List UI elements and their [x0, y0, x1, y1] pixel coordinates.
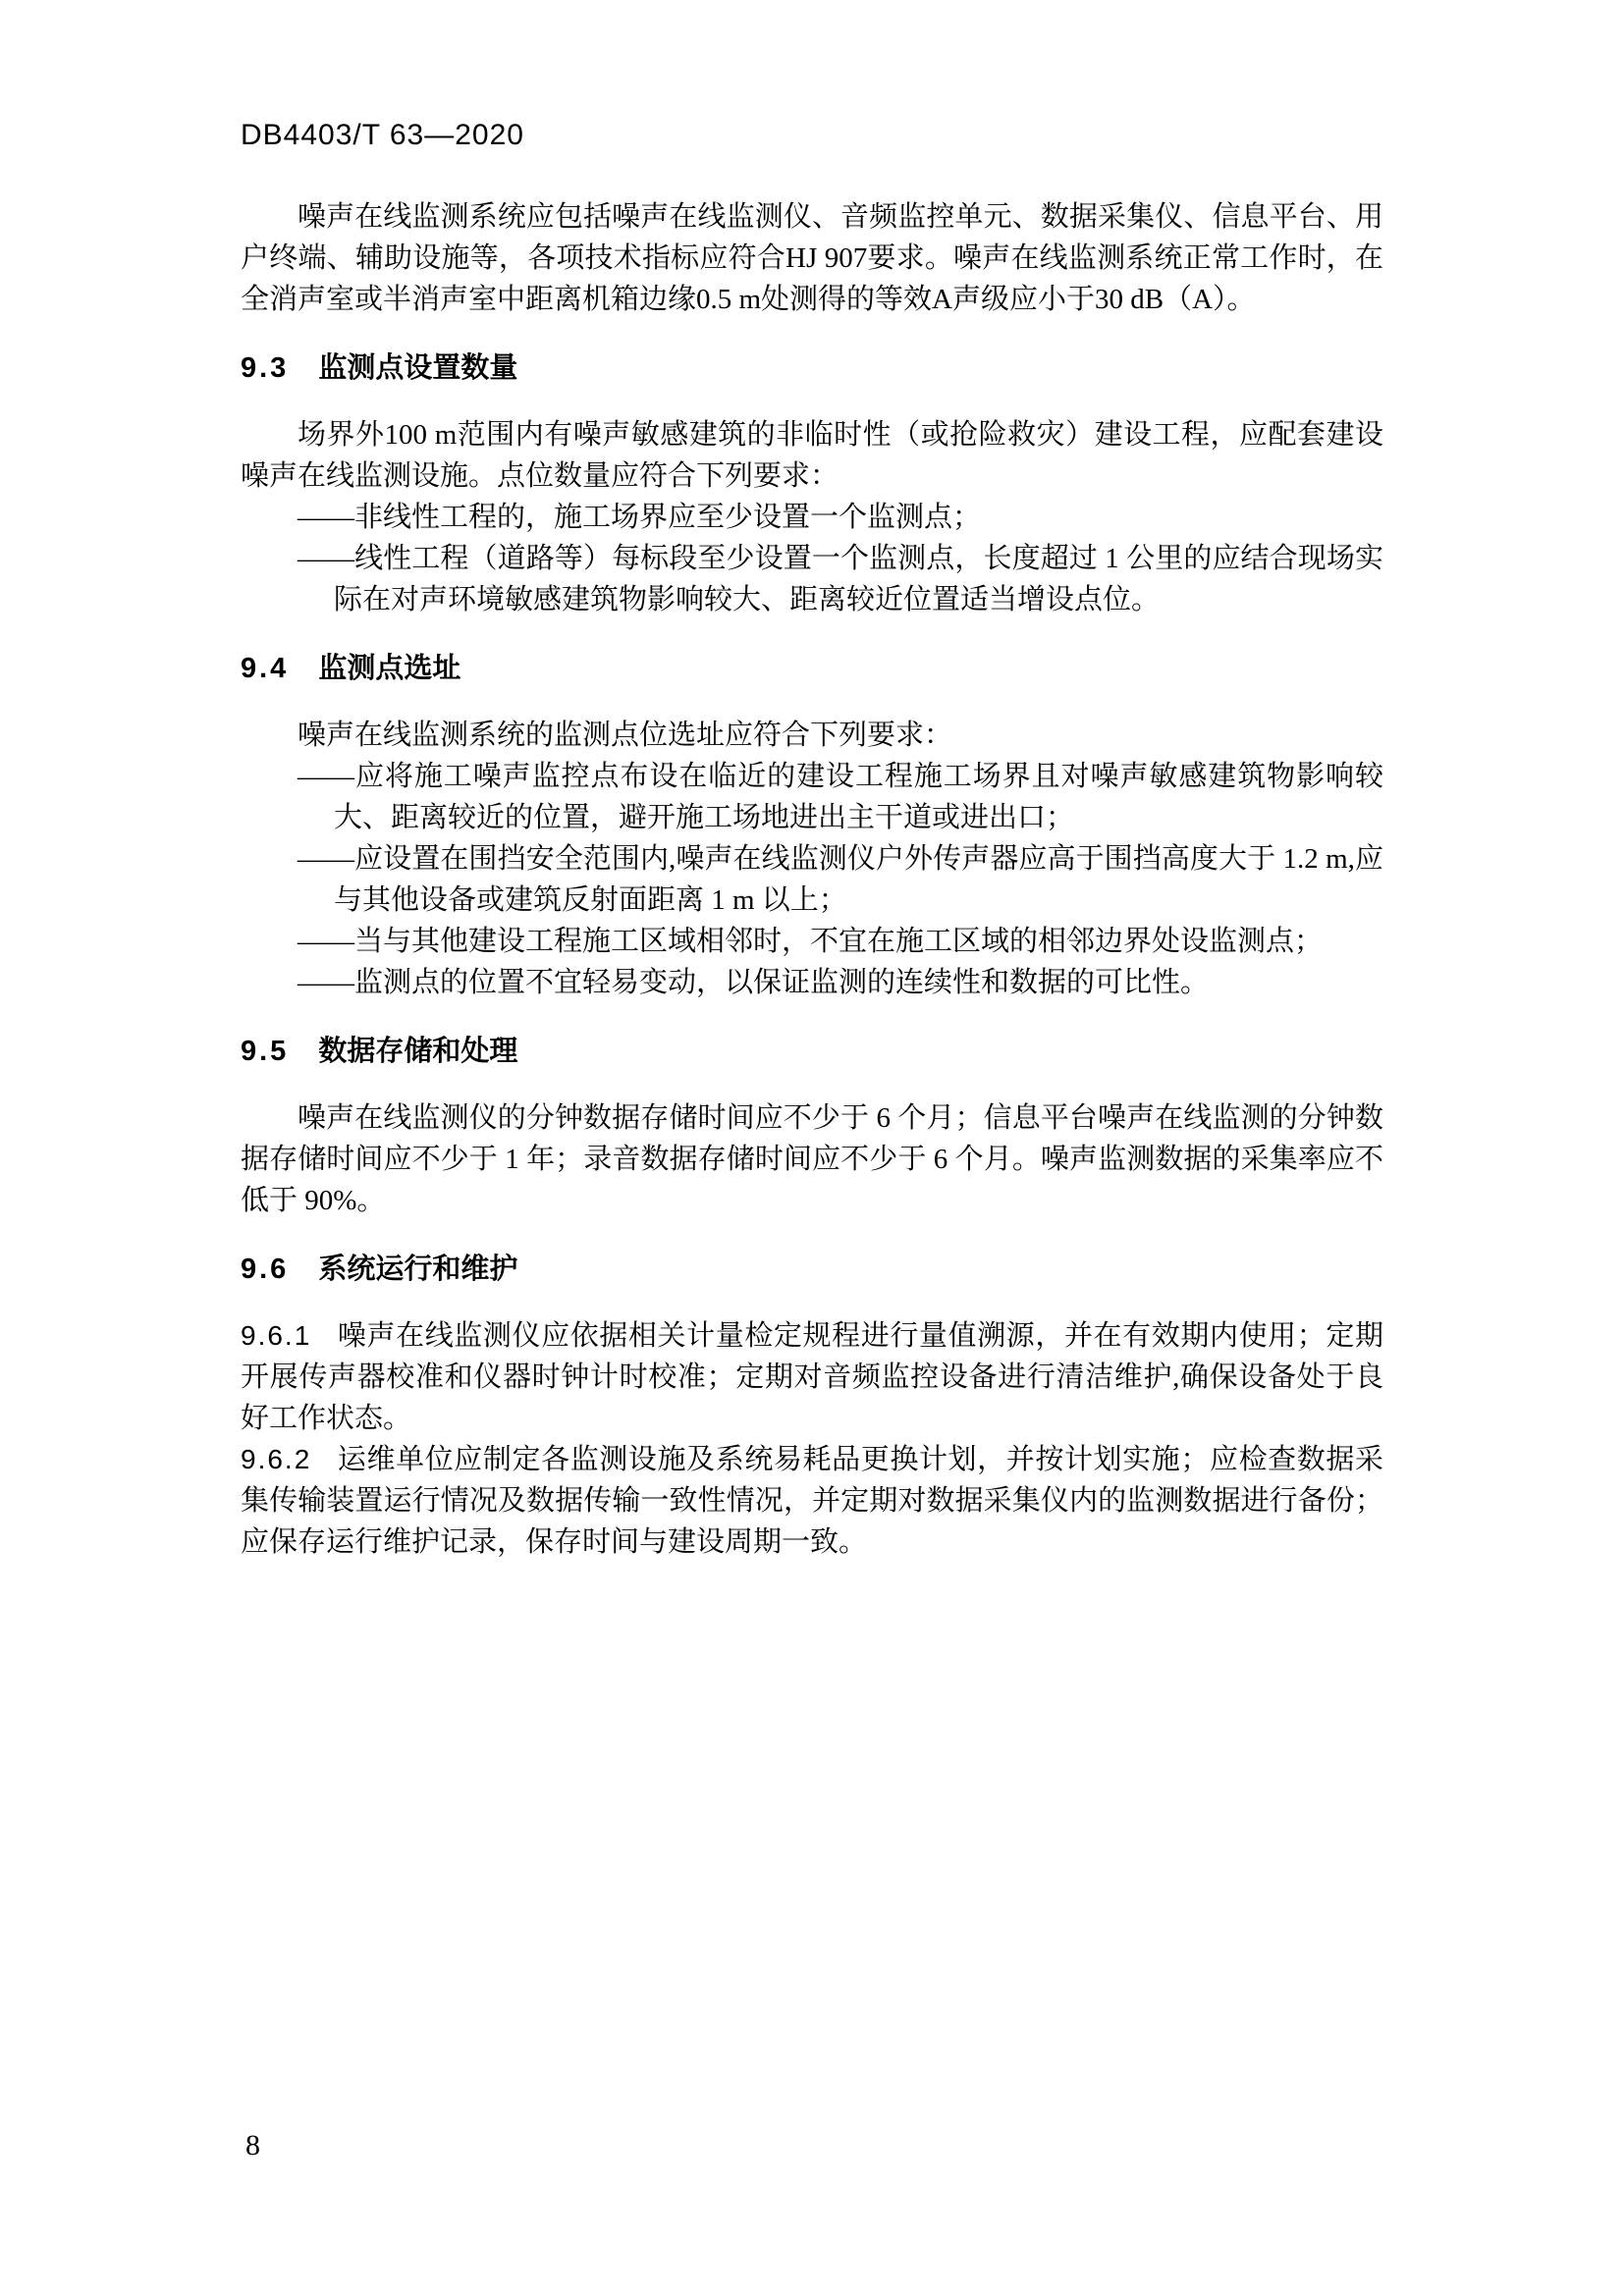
section-9-5-paragraph: 噪声在线监测仪的分钟数据存储时间应不少于 6 个月；信息平台噪声在线监测的分钟数据存储时间应不少于 1 年；录音数据存储时间应不少于 6 个月。噪声监测数据的采集率应不低于 90%。 — [241, 1102, 1383, 1216]
page-content — [241, 0, 1383, 1563]
list-item: ——应将施工噪声监控点布设在临近的建设工程施工场界且对噪声敏感建筑物影响较大、距离较近的位置，避开施工场地进出主干道或进出口； — [298, 761, 1383, 833]
section-number: 9.6 — [241, 1254, 290, 1285]
list-item: ——非线性工程的，施工场界应至少设置一个监测点； — [298, 502, 982, 533]
section-heading-9-4 — [241, 648, 1383, 689]
section-title: 监测点设置数量 — [318, 352, 518, 384]
list-item: ——线性工程（道路等）每标段至少设置一个监测点，长度超过 1 公里的应结合现场实际在对声环境敏感建筑物影响较大、距离较近位置适当增设点位。 — [298, 543, 1383, 615]
list-item: ——监测点的位置不宜轻易变动，以保证监测的连续性和数据的可比性。 — [298, 967, 1210, 998]
section-title: 监测点选址 — [318, 653, 461, 684]
clause-text: 运维单位应制定各监测设施及系统易耗品更换计划，并按计划实施；应检查数据采集传输装置运行情况及数据传输一致性情况，并定期对数据采集仪内的监测数据进行备份；应保存运行维护记录，保存时间与建设周期一致。 — [241, 1444, 1383, 1558]
section-number: 9.4 — [241, 653, 290, 684]
clause-9-6-1 — [241, 1315, 1383, 1439]
section-9-4-list — [241, 756, 1383, 1003]
section-number: 9.3 — [241, 352, 290, 384]
page-number: 8 — [245, 2129, 260, 2162]
section-title: 数据存储和处理 — [318, 1036, 518, 1067]
section-number: 9.5 — [241, 1036, 290, 1067]
section-title: 系统运行和维护 — [318, 1254, 518, 1285]
clause-text: 噪声在线监测仪应依据相关计量检定规程进行量值溯源，并在有效期内使用；定期开展传声器校准和仪器时钟计时校准；定期对音频监控设备进行清洁维护,确保设备处于良好工作状态。 — [241, 1320, 1383, 1434]
section-heading-9-6 — [241, 1249, 1383, 1290]
section-heading-9-5 — [241, 1031, 1383, 1072]
intro-paragraph: 噪声在线监测系统应包括噪声在线监测仪、音频监控单元、数据采集仪、信息平台、用户终端、辅助设施等，各项技术指标应符合HJ 907要求。噪声在线监测系统正常工作时，在全消声室或半消声室中距离机箱边缘0.5 m处测得的等效A声级应小于30 dB（A）。 — [241, 201, 1383, 315]
section-heading-9-3 — [241, 347, 1383, 389]
section-9-3-list — [241, 497, 1383, 620]
section-9-3-paragraph: 场界外100 m范围内有噪声敏感建筑的非临时性（或抢险救灾）建设工程，应配套建设噪声在线监测设施。点位数量应符合下列要求： — [241, 419, 1383, 492]
clause-number: 9.6.1 — [241, 1320, 312, 1351]
standard-number-header: DB4403/T 63—2020 — [241, 119, 524, 151]
clause-9-6-2 — [241, 1439, 1383, 1563]
section-9-4-paragraph: 噪声在线监测系统的监测点位选址应符合下列要求： — [298, 720, 953, 751]
list-item: ——应设置在围挡安全范围内,噪声在线监测仪户外传声器应高于围挡高度大于 1.2 m,应与其他设备或建筑反射面距离 1 m 以上； — [298, 843, 1383, 916]
list-item: ——当与其他建设工程施工区域相邻时，不宜在施工区域的相邻边界处设监测点； — [298, 926, 1324, 957]
clause-number: 9.6.2 — [241, 1444, 312, 1474]
